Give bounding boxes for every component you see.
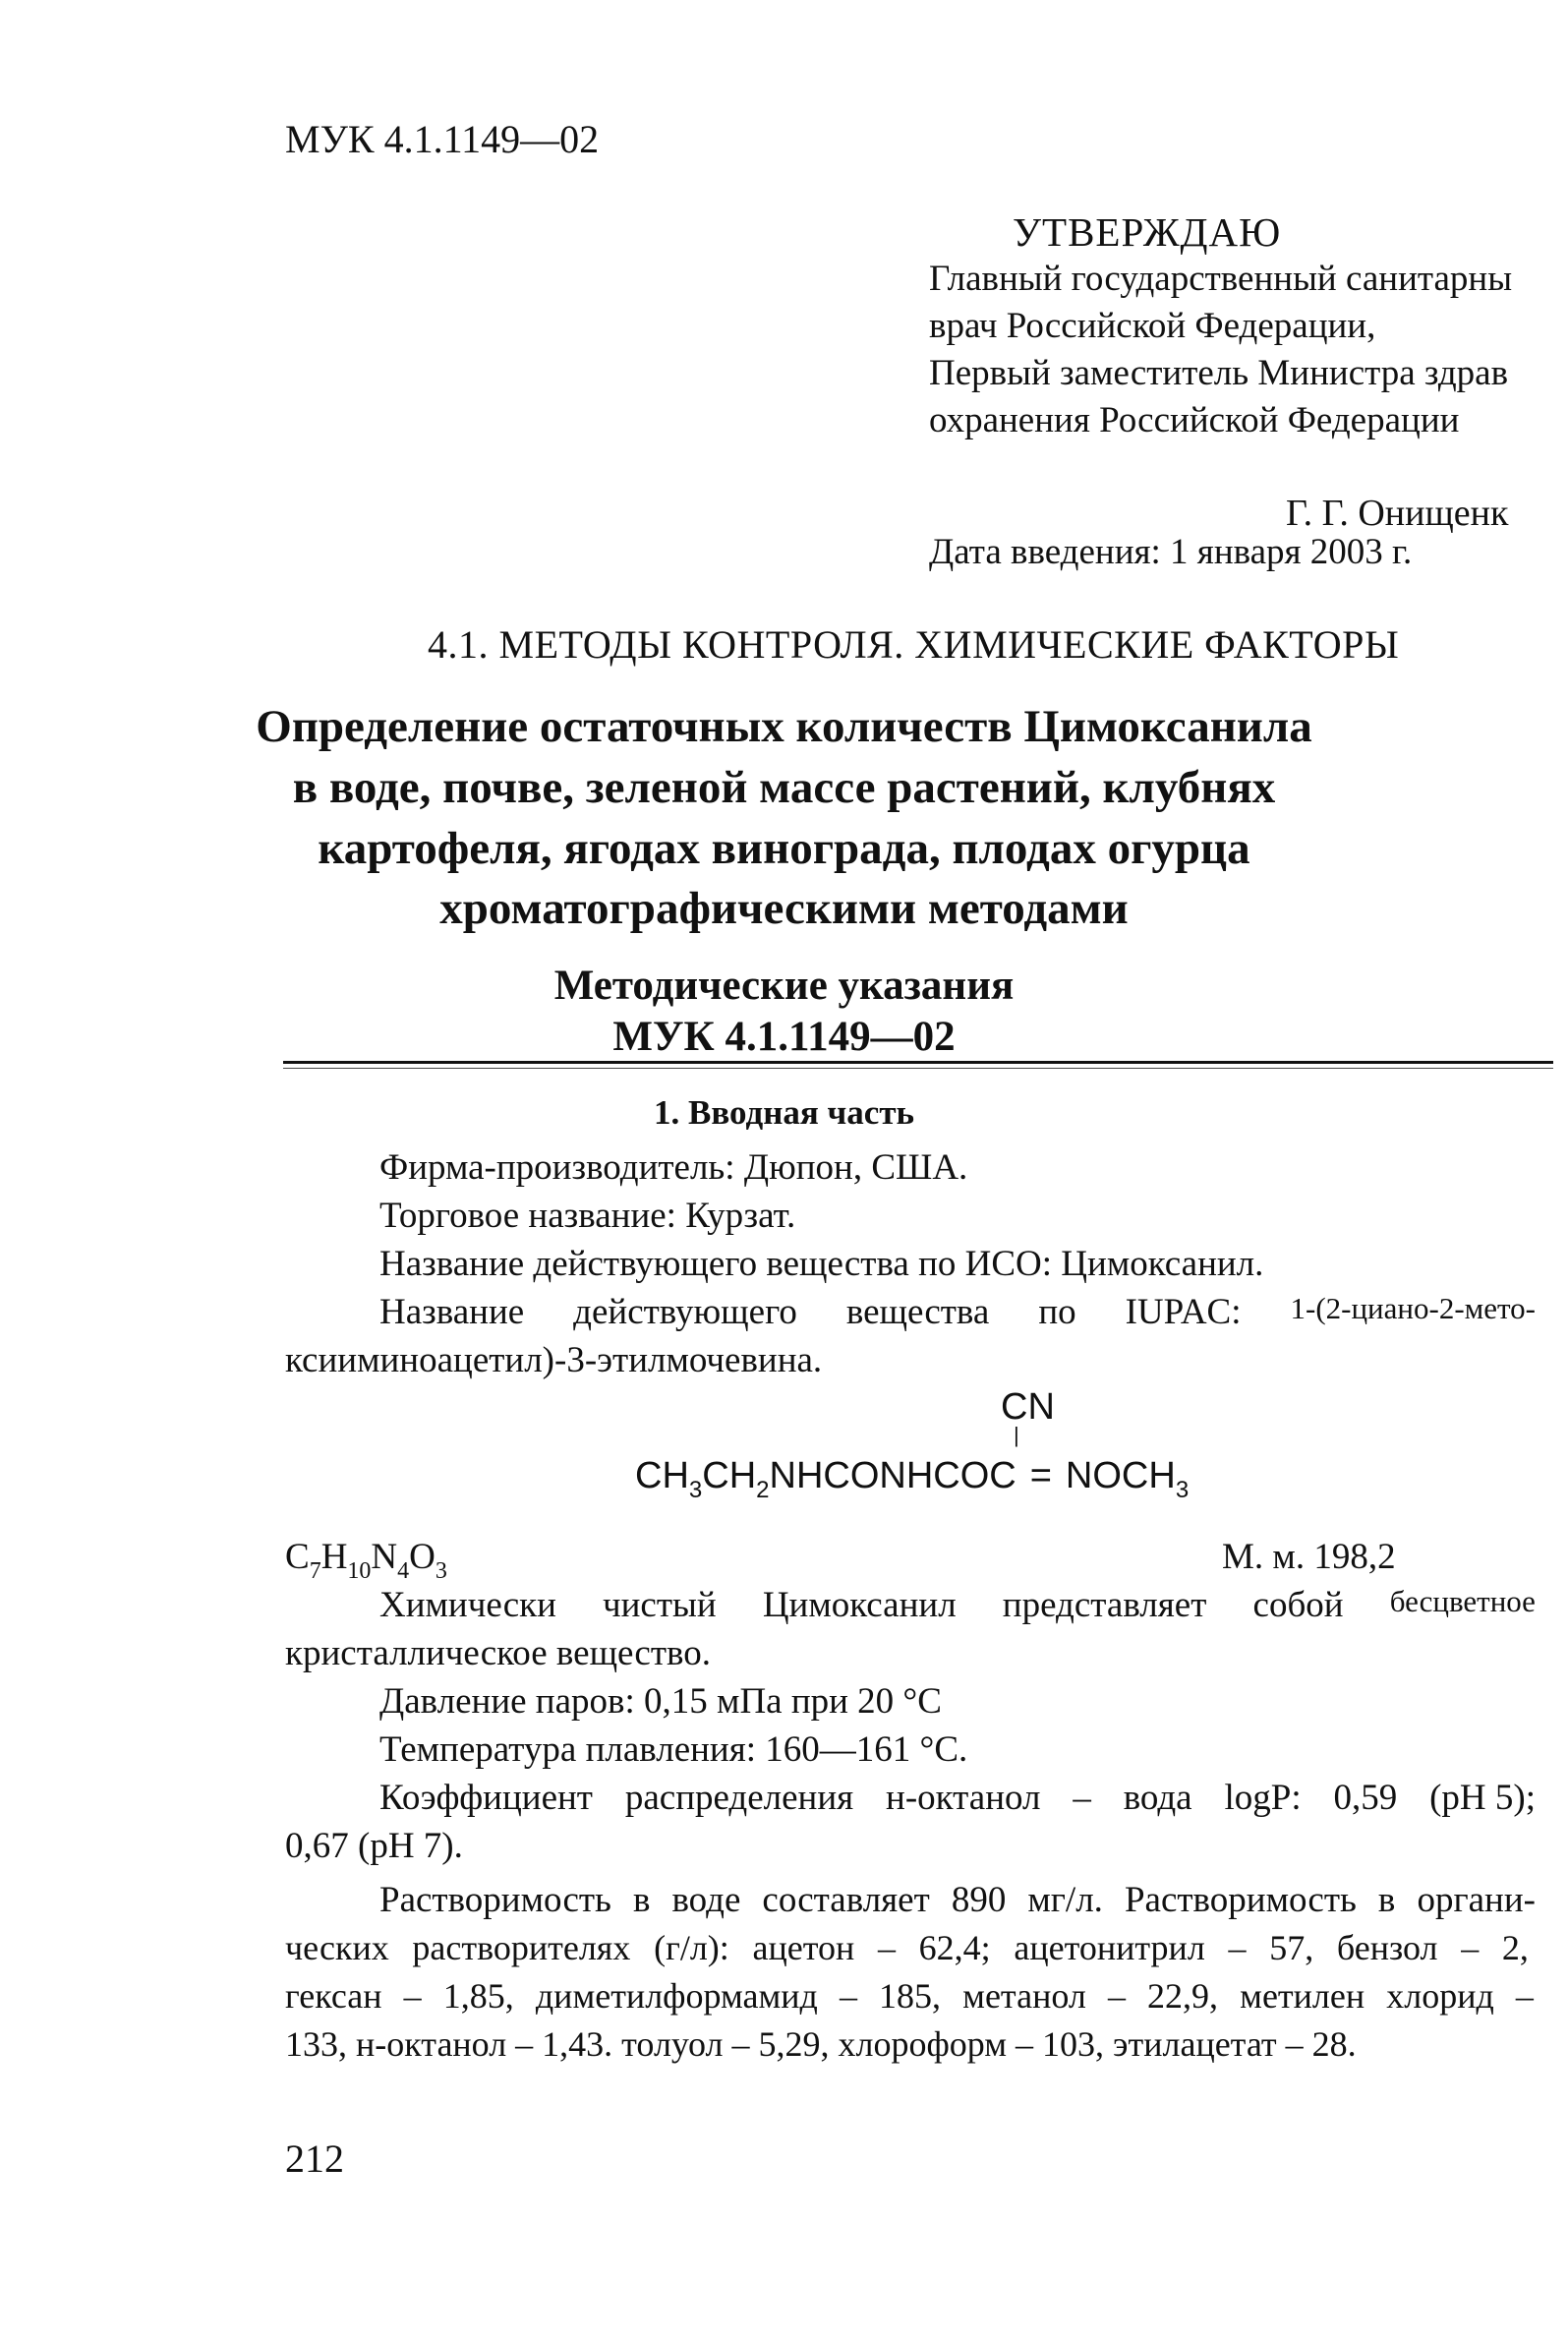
word: – [403,1976,422,2016]
word: Цимоксанил [762,1585,957,1625]
word: 890 [951,1880,1007,1920]
document-title-line: в воде, почве, зеленой массе растений, клубнях [292,762,1276,813]
trade-name-line: Торговое название: Курзат. [379,1196,796,1236]
section-code: 4.1. МЕТОДЫ КОНТРОЛЯ. ХИМИЧЕСКИЕ ФАКТОРЫ [428,622,1400,667]
element-count: 3 [435,1558,447,1584]
element-count: 7 [309,1558,321,1584]
iso-name-line: Название действующего вещества по ИСО: Цимоксанил. [379,1244,1264,1284]
word: ческих [285,1928,389,1967]
iupac-name-continuation: ксииминоацетил)-3-этилмочевина. [285,1340,823,1380]
solubility-line [285,1975,1534,2017]
word: Растворимость [379,1880,611,1920]
word: ацетон [752,1928,855,1967]
manufacturer-line: Фирма-производитель: Дюпон, США. [379,1147,968,1188]
divider-rule [283,1068,1553,1069]
partition-coefficient-continuation: 0,67 (рН 7). [285,1826,463,1866]
document-title-line: Определение остаточных количеств Цимоксанила [256,701,1312,752]
word: – [1073,1778,1091,1818]
structure-bond: | [1014,1423,1019,1447]
word: представляет [1002,1585,1207,1625]
word: в [632,1880,651,1920]
word: воде [671,1880,741,1920]
structure-fragment: NHCONHCOC [769,1455,1016,1496]
word: 0,59 [1333,1778,1398,1818]
structure-fragment: NOCH [1065,1455,1176,1496]
word: вещества [845,1292,990,1332]
partition-coefficient-line [379,1777,1536,1819]
word: вода [1123,1778,1192,1818]
word: 1-(2-циано-2-мето- [1290,1291,1536,1325]
structure-fragment: CH [702,1455,757,1496]
document-subtitle: Методические указания [553,963,1015,1009]
molecular-formula [285,1536,447,1585]
word: – [877,1928,896,1967]
word: чистый [603,1585,717,1625]
word: бесцветное [1389,1584,1536,1618]
word: Коэффициент [379,1778,593,1818]
word: 62,4; [918,1928,991,1967]
document-code-header: МУК 4.1.1149—02 [285,117,600,161]
melting-point-line: Температура плавления: 160—161 °С. [379,1729,968,1770]
word: метанол [962,1976,1086,2016]
element-count: 4 [397,1558,410,1584]
word: Химически [379,1585,556,1625]
double-bond: = [1029,1455,1052,1496]
approval-stamp: УТВЕРЖДАЮ [1013,209,1282,255]
word: Растворимость [1124,1880,1357,1920]
word: органи- [1417,1880,1536,1920]
document-title-line: картофеля, ягодах винограда, плодах огурца [318,823,1250,874]
structure-cn-group: CN [1001,1386,1055,1428]
page-number: 212 [285,2136,344,2181]
document-title-line: хроматографическими методами [439,883,1129,934]
word: 185, [879,1976,942,2016]
word: собой [1252,1585,1344,1625]
word: в [1377,1880,1396,1920]
word: – [1228,1928,1247,1967]
section-heading: 1. Вводная часть [653,1093,915,1132]
structure-fragment: CH [635,1455,689,1496]
word: составляет [762,1880,930,1920]
approval-line: Первый заместитель Министра здрав [929,353,1509,393]
structure-subscript: 3 [688,1477,703,1503]
element-symbol: N [371,1537,398,1577]
solubility-line [285,1927,1529,1968]
word: н-октанол [886,1778,1041,1818]
pure-substance-continuation: кристаллическое вещество. [285,1633,711,1673]
structure-subscript: 2 [756,1477,770,1503]
word: 1,85, [442,1976,514,2016]
structural-formula [635,1455,1189,1504]
divider-rule [283,1061,1553,1064]
word: диметилформамид [535,1976,818,2016]
molar-mass: М. м. 198,2 [1222,1537,1396,1577]
word: метилен [1240,1976,1365,2016]
word: распределения [624,1778,854,1818]
word: мг/л. [1027,1880,1103,1920]
word: по [1038,1292,1076,1332]
word: 2, [1501,1928,1529,1967]
element-symbol: C [285,1537,310,1577]
element-symbol: H [320,1537,348,1577]
word: – [1461,1928,1480,1967]
document-number: МУК 4.1.1149—02 [612,1014,956,1060]
approval-line: врач Российской Федерации, [929,306,1376,346]
iupac-name-line [379,1291,1536,1333]
approval-line: Главный государственный санитарны [929,259,1513,299]
word: IUPAC: [1125,1292,1242,1332]
element-symbol: O [409,1537,436,1577]
word: хлорид [1386,1976,1494,2016]
word: – [1107,1976,1126,2016]
word: – [1515,1976,1534,2016]
element-count: 10 [347,1558,372,1584]
word: 22,9, [1147,1976,1219,2016]
word: (г/л): [654,1928,729,1967]
word: бензол [1336,1928,1438,1967]
word: 57, [1269,1928,1314,1967]
signatory-name: Г. Г. Онищенк [1286,493,1509,534]
approval-line: охранения Российской Федерации [929,400,1460,440]
word: гексан [285,1976,382,2016]
word: действующего [573,1292,797,1332]
structure-subscript: 3 [1175,1477,1190,1503]
solubility-line: 133, н-октанол – 1,43. толуол – 5,29, хлороформ – 103, этилацетат – 28. [285,2024,1357,2064]
effective-date: Дата введения: 1 января 2003 г. [929,532,1413,572]
word: растворителях [412,1928,631,1967]
word: ацетонитрил [1014,1928,1205,1967]
word: (pH 5); [1429,1778,1536,1818]
word: Название [379,1292,525,1332]
vapor-pressure-line: Давление паров: 0,15 мПа при 20 °С [379,1681,942,1722]
word: logP: [1224,1778,1302,1818]
solubility-line [379,1879,1536,1921]
pure-substance-line [379,1584,1536,1626]
word: – [839,1976,857,2016]
